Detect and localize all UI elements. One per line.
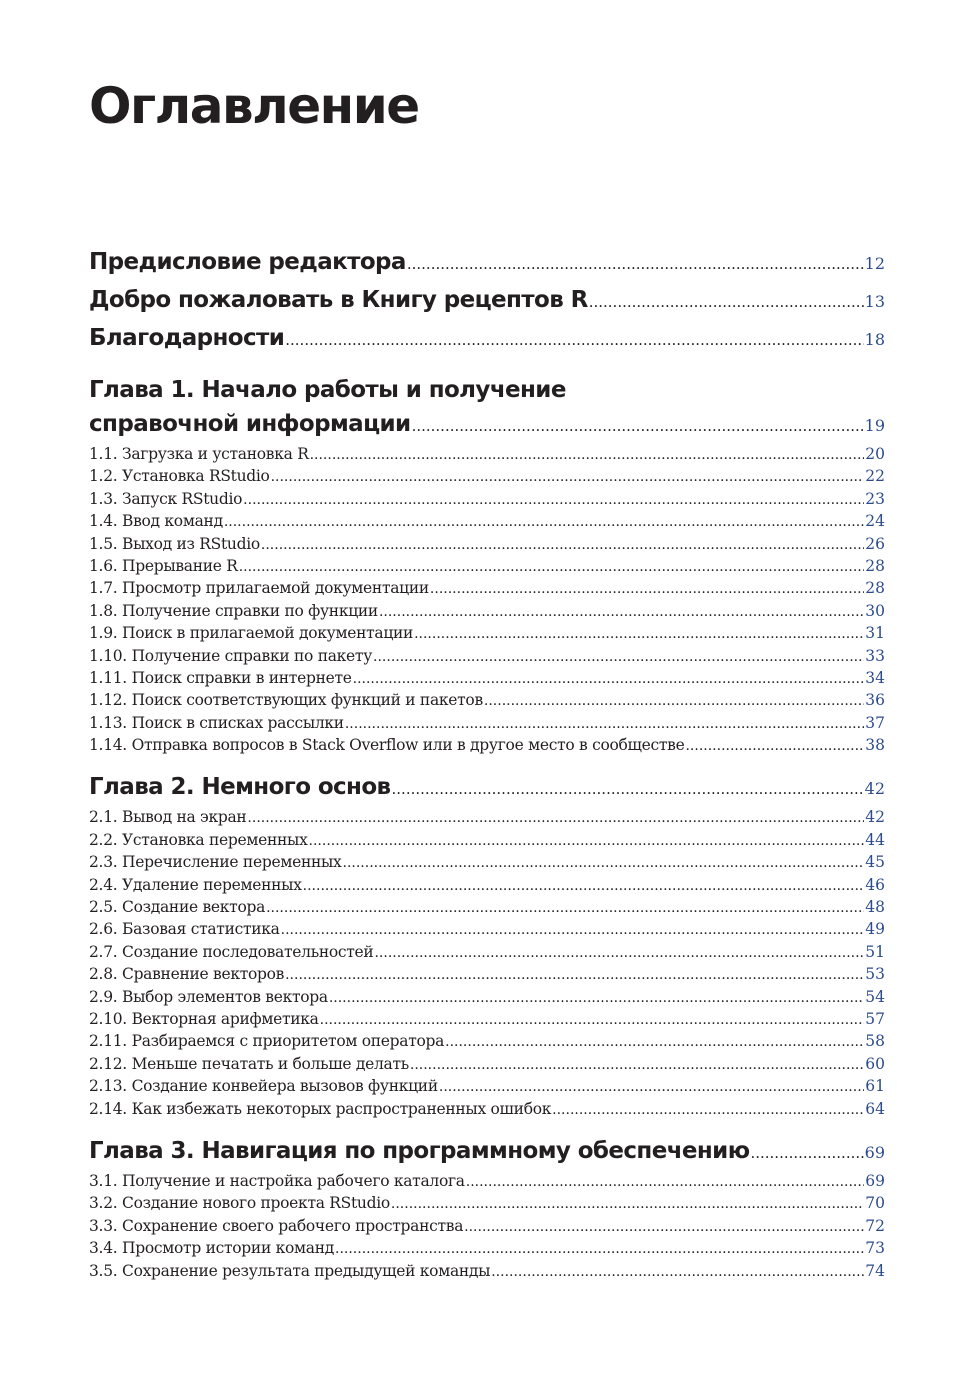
chapter-1-heading: [89, 373, 885, 441]
toc-entry-title: Предисловие редактора: [89, 249, 406, 275]
toc-page-number[interactable]: 37: [865, 713, 885, 732]
toc-entry-title: Глава 3. Навигация по программному обеспечению: [89, 1137, 750, 1164]
section-title: 1.6. Прерывание R: [89, 556, 238, 575]
chapter-1-sections: [89, 443, 885, 756]
toc-section-entry[interactable]: [89, 1098, 885, 1120]
toc-section-entry[interactable]: [89, 806, 885, 828]
section-title: 1.10. Получение справки по пакету: [89, 646, 373, 665]
toc-section-entry[interactable]: [89, 667, 885, 689]
toc-section-entry[interactable]: [89, 734, 885, 756]
toc-page-number[interactable]: 69: [865, 1171, 885, 1190]
section-title: 2.13. Создание конвейера вызовов функций: [89, 1077, 438, 1096]
leader-dots: [239, 556, 865, 578]
leader-dots: [303, 875, 865, 897]
leader-dots: [750, 1136, 863, 1170]
toc-entry-preface[interactable]: [89, 245, 885, 283]
toc-entry-title: Благодарности: [89, 325, 285, 351]
toc-page-number[interactable]: 46: [865, 875, 885, 894]
toc-page-number[interactable]: 18: [864, 330, 885, 349]
table-of-contents: [89, 245, 885, 1282]
section-title: 2.7. Создание последовательностей: [89, 942, 374, 961]
leader-dots: [285, 964, 864, 986]
toc-page-number[interactable]: 45: [865, 853, 885, 872]
section-spacer: [89, 756, 885, 770]
toc-page-number[interactable]: 70: [865, 1194, 885, 1213]
section-title: 2.6. Базовая статистика: [89, 920, 280, 939]
toc-section-entry[interactable]: [89, 533, 885, 555]
leader-dots: [374, 942, 864, 964]
toc-entry-title: Глава 2. Немного основ: [89, 774, 391, 801]
toc-page-number[interactable]: 24: [865, 512, 885, 531]
toc-page-number[interactable]: 36: [865, 691, 885, 710]
leader-dots: [379, 601, 864, 623]
section-title: 1.12. Поиск соответствующих функций и пакетов: [89, 691, 483, 710]
toc-section-entry[interactable]: [89, 1237, 885, 1259]
toc-page-number[interactable]: 64: [865, 1099, 885, 1118]
leader-dots: [445, 1031, 864, 1053]
toc-section-entry[interactable]: [89, 1053, 885, 1075]
toc-section-entry[interactable]: [89, 851, 885, 873]
toc-section-entry[interactable]: [89, 1215, 885, 1237]
toc-page-number[interactable]: 33: [865, 646, 885, 665]
section-title: 2.11. Разбираемся с приоритетом оператора: [89, 1032, 445, 1051]
toc-page-number[interactable]: 48: [865, 898, 885, 917]
leader-dots: [373, 646, 864, 668]
section-title: 3.2. Создание нового проекта RStudio: [89, 1194, 390, 1213]
toc-section-entry[interactable]: [89, 986, 885, 1008]
toc-page-number[interactable]: 42: [865, 808, 885, 827]
chapter-3-sections: [89, 1170, 885, 1282]
toc-section-entry[interactable]: [89, 1192, 885, 1214]
toc-page-number[interactable]: 23: [865, 489, 885, 508]
section-title: 2.2. Установка переменных: [89, 830, 308, 849]
toc-page-number[interactable]: 49: [865, 920, 885, 939]
leader-dots: [491, 1261, 864, 1283]
toc-page-number[interactable]: 58: [865, 1032, 885, 1051]
toc-page-number[interactable]: 22: [865, 467, 885, 486]
toc-section-entry[interactable]: [89, 465, 885, 487]
toc-page-number[interactable]: 57: [865, 1009, 885, 1028]
toc-section-entry[interactable]: [89, 963, 885, 985]
toc-section-entry[interactable]: [89, 896, 885, 918]
toc-section-entry[interactable]: [89, 555, 885, 577]
toc-page-number[interactable]: 12: [864, 254, 885, 273]
leader-dots: [271, 466, 865, 488]
section-title: 2.3. Перечисление переменных: [89, 853, 342, 872]
leader-dots: [407, 247, 864, 281]
toc-page-number[interactable]: 28: [865, 579, 885, 598]
toc-page-number[interactable]: 13: [864, 292, 885, 311]
toc-section-entry[interactable]: [89, 1170, 885, 1192]
toc-page-number[interactable]: 38: [865, 736, 885, 755]
toc-page-number[interactable]: 34: [865, 668, 885, 687]
leader-dots: [266, 897, 864, 919]
toc-entry-chapter-3[interactable]: [89, 1134, 885, 1168]
leader-dots: [310, 444, 865, 466]
toc-section-entry[interactable]: [89, 941, 885, 963]
section-title: 1.14. Отправка вопросов в Stack Overflow или в другое место в сообществе: [89, 736, 685, 755]
leader-dots: [392, 772, 864, 806]
leader-dots: [685, 735, 864, 757]
toc-section-entry[interactable]: [89, 488, 885, 510]
toc-section-entry[interactable]: [89, 577, 885, 599]
section-title: 3.5. Сохранение результата предыдущей команды: [89, 1261, 491, 1280]
toc-page-number[interactable]: 60: [865, 1054, 885, 1073]
leader-dots: [329, 987, 864, 1009]
section-title: 1.7. Просмотр прилагаемой документации: [89, 579, 429, 598]
toc-page-number[interactable]: 19: [864, 416, 885, 435]
leader-dots: [391, 1193, 864, 1215]
toc-page-number[interactable]: 44: [865, 830, 885, 849]
leader-dots: [281, 919, 865, 941]
toc-section-entry[interactable]: [89, 600, 885, 622]
section-title: 3.4. Просмотр истории команд: [89, 1239, 334, 1258]
toc-section-entry[interactable]: [89, 443, 885, 465]
leader-dots: [552, 1099, 864, 1121]
section-title: 2.1. Вывод на экран: [89, 808, 247, 827]
toc-section-entry[interactable]: [89, 622, 885, 644]
section-title: 3.3. Сохранение своего рабочего пространства: [89, 1216, 464, 1235]
section-title: 3.1. Получение и настройка рабочего каталога: [89, 1171, 465, 1190]
toc-section-entry[interactable]: [89, 1260, 885, 1282]
toc-page-number[interactable]: 42: [864, 779, 885, 799]
toc-section-entry[interactable]: [89, 1030, 885, 1052]
leader-dots: [430, 578, 864, 600]
section-title: 2.9. Выбор элементов вектора: [89, 987, 328, 1006]
toc-entry-chapter-2[interactable]: [89, 770, 885, 804]
section-title: 2.8. Сравнение векторов: [89, 965, 285, 984]
leader-dots: [224, 511, 864, 533]
toc-section-entry[interactable]: [89, 1075, 885, 1097]
toc-section-entry[interactable]: [89, 874, 885, 896]
toc-page-number[interactable]: 72: [865, 1216, 885, 1235]
section-spacer: [89, 1120, 885, 1134]
toc-entry-title: Добро пожаловать в Книгу рецептов R: [89, 287, 588, 313]
section-title: 1.5. Выход из RStudio: [89, 534, 260, 553]
toc-page-number[interactable]: 30: [865, 601, 885, 620]
section-title: 1.1. Загрузка и установка R: [89, 445, 309, 463]
section-title: 1.11. Поиск справки в интернете: [89, 668, 352, 687]
leader-dots: [247, 807, 864, 829]
leader-dots: [243, 489, 864, 511]
toc-entry-acknowledgements[interactable]: [89, 321, 885, 359]
toc-page-number[interactable]: 51: [865, 942, 885, 961]
leader-dots: [410, 1054, 864, 1076]
toc-page-number[interactable]: 73: [865, 1239, 885, 1258]
leader-dots: [345, 713, 864, 735]
toc-entry-chapter-1[interactable]: [89, 407, 885, 441]
toc-section-entry[interactable]: [89, 1008, 885, 1030]
toc-section-entry[interactable]: [89, 712, 885, 734]
leader-dots: [589, 285, 864, 319]
toc-section-entry[interactable]: [89, 645, 885, 667]
section-title: 2.4. Удаление переменных: [89, 875, 302, 894]
leader-dots: [353, 668, 865, 690]
toc-section-entry[interactable]: [89, 510, 885, 532]
toc-page-number[interactable]: 26: [865, 534, 885, 553]
toc-page-number[interactable]: 74: [865, 1261, 885, 1280]
chapter-title-line: Глава 1. Начало работы и получение: [89, 377, 566, 403]
toc-section-entry[interactable]: [89, 918, 885, 940]
toc-page-number[interactable]: 28: [865, 556, 885, 575]
leader-dots: [464, 1216, 864, 1238]
section-title: 1.13. Поиск в списках рассылки: [89, 713, 344, 732]
chapter-2-sections: [89, 806, 885, 1119]
leader-dots: [414, 623, 864, 645]
section-title: 1.2. Установка RStudio: [89, 467, 270, 486]
toc-entry-title: справочной информации: [89, 411, 411, 437]
section-title: 1.4. Ввод команд: [89, 512, 223, 531]
toc-section-entry[interactable]: [89, 689, 885, 711]
leader-dots: [320, 1009, 865, 1031]
toc-entry-welcome[interactable]: [89, 283, 885, 321]
section-title: 1.3. Запуск RStudio: [89, 489, 243, 508]
leader-dots: [484, 690, 864, 712]
section-title: 1.8. Получение справки по функции: [89, 601, 378, 620]
leader-dots: [466, 1171, 865, 1193]
toc-page-number[interactable]: 61: [865, 1077, 885, 1096]
toc-section-entry[interactable]: [89, 829, 885, 851]
section-title: 2.14. Как избежать некоторых распространенных ошибок: [89, 1099, 552, 1118]
toc-page-number[interactable]: 31: [865, 624, 885, 643]
section-title: 2.5. Создание вектора: [89, 898, 266, 917]
leader-dots: [439, 1076, 864, 1098]
toc-page-number[interactable]: 53: [865, 965, 885, 984]
leader-dots: [335, 1238, 864, 1260]
section-title: 2.10. Векторная арифметика: [89, 1009, 319, 1028]
leader-dots: [343, 852, 865, 874]
section-title: 2.12. Меньше печатать и больше делать: [89, 1054, 409, 1073]
leader-dots: [412, 409, 864, 443]
toc-page-number[interactable]: 20: [865, 445, 885, 463]
page-title: Оглавление: [89, 77, 419, 135]
section-title: 1.9. Поиск в прилагаемой документации: [89, 624, 414, 643]
leader-dots: [309, 830, 865, 852]
leader-dots: [261, 534, 864, 556]
toc-page-number[interactable]: 54: [865, 987, 885, 1006]
leader-dots: [285, 323, 863, 357]
toc-page-number[interactable]: 69: [864, 1142, 885, 1162]
